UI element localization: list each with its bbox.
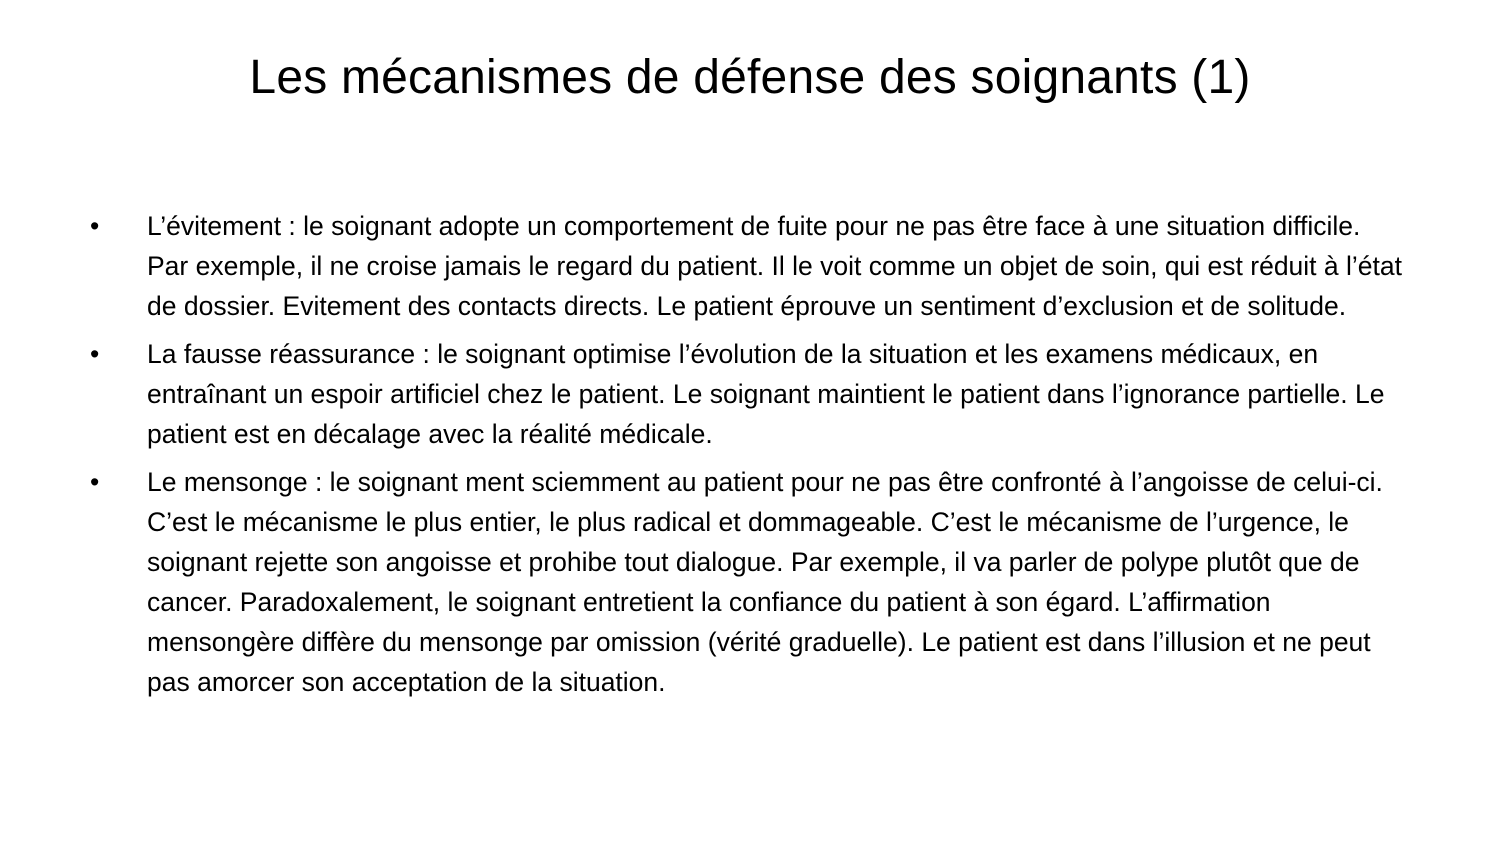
bullet-list: [90, 206, 1408, 710]
bullet-item-mensonge: [90, 462, 1408, 702]
slide-title: Les mécanismes de défense des soignants (1): [249, 51, 1251, 104]
bullet-dot-icon: •: [90, 467, 100, 497]
bullet-dot-icon: •: [90, 339, 100, 369]
bullet-item-fausse-reassurance: [90, 334, 1408, 454]
bullet-item-evitement: [90, 206, 1408, 326]
bullet-text: L’évitement : le soignant adopte un comportement de fuite pour ne pas être face à une situation difficile. Par exemple, il ne croise jamais le regard du patient. Il le voit comme un objet de soin, qui est réduit à l’état de dossier. Evitement des contacts directs. Le patient éprouve un sentiment d’exclusion et de solitude.: [147, 211, 1402, 321]
bullet-text: Le mensonge : le soignant ment sciemment au patient pour ne pas être confronté à l’angoisse de celui-ci. C’est le mécanisme le plus entier, le plus radical et dommageable. C’est le mécanisme de l’urgence, le soignant rejette son angoisse et prohibe tout dialogue. Par exemple, il va parler de polype plutôt que de cancer. Paradoxalement, le soignant entretient la confiance du patient à son égard. L’affirmation mensongère diffère du mensonge par omission (vérité graduelle). Le patient est dans l’illusion et ne peut pas amorcer son acceptation de la situation.: [147, 467, 1383, 697]
bullet-dot-icon: •: [90, 211, 100, 241]
bullet-text: La fausse réassurance : le soignant optimise l’évolution de la situation et les examens médicaux, en entraînant un espoir artificiel chez le patient. Le soignant maintient le patient dans l’ignorance partielle. Le patient est en décalage avec la réalité médicale.: [147, 339, 1385, 449]
